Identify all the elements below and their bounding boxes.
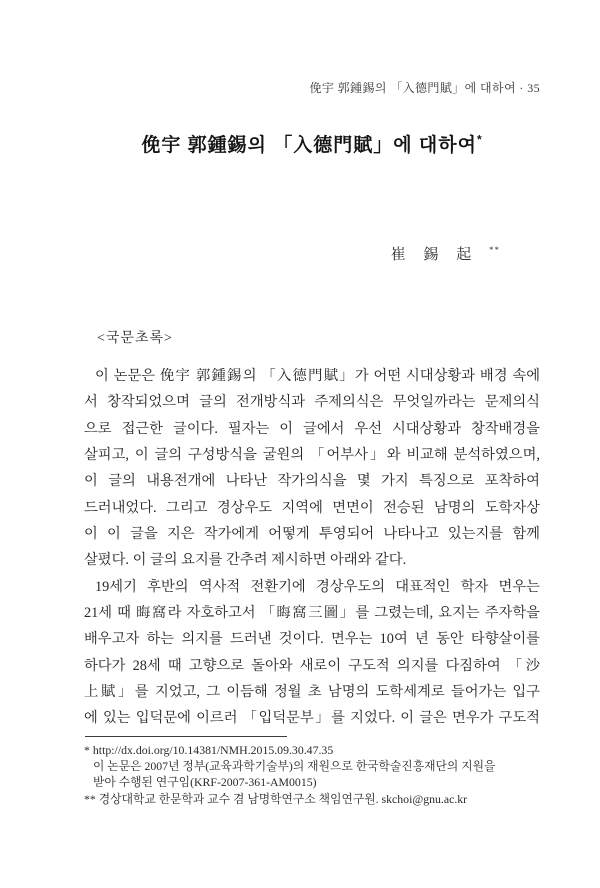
doi-text: http://dx.doi.org/10.14381/NMH.2015.09.30.47.35 <box>92 743 334 757</box>
running-header: 俛宇 郭鍾錫의 「入德門賦」에 대하여 · 35 <box>309 81 540 95</box>
footnotes <box>84 742 546 807</box>
abstract-line: 배우고자 하는 의지를 드러낸 것이다. 면우는 10여 년 동안 타향살이를 <box>84 631 540 648</box>
footnote-doi <box>84 742 546 758</box>
author-footnote-mark: ** <box>489 245 500 255</box>
abstract-label: <국문초록> <box>97 331 173 346</box>
page-title-text: 俛宇 郭鍾錫의 「入德門賦」에 대하여 <box>141 135 477 156</box>
author-line <box>391 243 500 264</box>
title-footnote-mark: * <box>476 132 483 147</box>
footnote-marker: ** <box>84 791 96 806</box>
footnote-grant-line: 이 논문은 2007년 정부(교육과학기술부)의 재원으로 한국학술진흥재단의 지원을 <box>93 759 496 774</box>
abstract-line: 하다가 28세 때 고향으로 돌아와 새로이 구도적 의지를 다짐하여 「沙 <box>84 657 540 674</box>
abstract-line: 이 논문은 俛宇 郭鍾錫의 「入德門賦」가 어떤 시대상황과 배경 속에 <box>95 368 540 384</box>
author-name: 崔 錫 起 <box>390 247 479 263</box>
abstract-body <box>84 363 540 732</box>
footnote-divider <box>85 736 287 737</box>
footnote-affiliation <box>84 791 546 807</box>
affiliation-text: 경상대학교 한문학과 교수 겸 남명학연구소 책임연구원. skchoi@gnu.ac.kr <box>98 791 468 806</box>
abstract-line: 21세 때 晦窩라 자호하고서 「晦窩三圖」를 그렸는데, 요지는 주자학을 <box>84 605 540 622</box>
abstract-line: 이 이 글을 지은 작가에게 어떻게 투영되어 나타나고 있는지를 함께 <box>84 526 540 543</box>
footnote-grant-line: 받아 수행된 연구임(KRF-2007-361-AM0015) <box>93 775 317 790</box>
abstract-line: 에 있는 입덕문에 이르러 「입덕문부」를 지었다. 이 글은 면우가 구도적 <box>84 710 540 727</box>
abstract-line: 上賦」를 지었고, 그 이듬해 정월 초 남명의 도학세계로 들어가는 입구 <box>84 684 540 701</box>
abstract-line: 살피고, 이 글의 구성방식을 굴원의 「어부사」와 비교해 분석하였으며, <box>84 447 540 464</box>
footnote-marker: * <box>84 743 90 757</box>
abstract-line: 드러내었다. 그리고 경상우도 지역에 면면이 전승된 남명의 도학자상 <box>84 499 540 516</box>
abstract-line: 19세기 후반의 역사적 전환기에 경상우도의 대표적인 학자 면우는 <box>95 578 540 595</box>
abstract-line: 서 창작되었으며 글의 전개방식과 주제의식은 무엇일까라는 문제의식 <box>84 394 540 411</box>
abstract-line: 살폈다. 이 글의 요지를 간추려 제시하면 아래와 같다. <box>84 552 407 569</box>
abstract-line: 으로 접근한 글이다. 필자는 이 글에서 우선 시대상황과 창작배경을 <box>84 420 540 437</box>
abstract-line: 이 글의 내용전개에 나타난 작가의식을 몇 가지 특징으로 포착하여 <box>84 473 540 490</box>
page-title <box>84 130 540 157</box>
